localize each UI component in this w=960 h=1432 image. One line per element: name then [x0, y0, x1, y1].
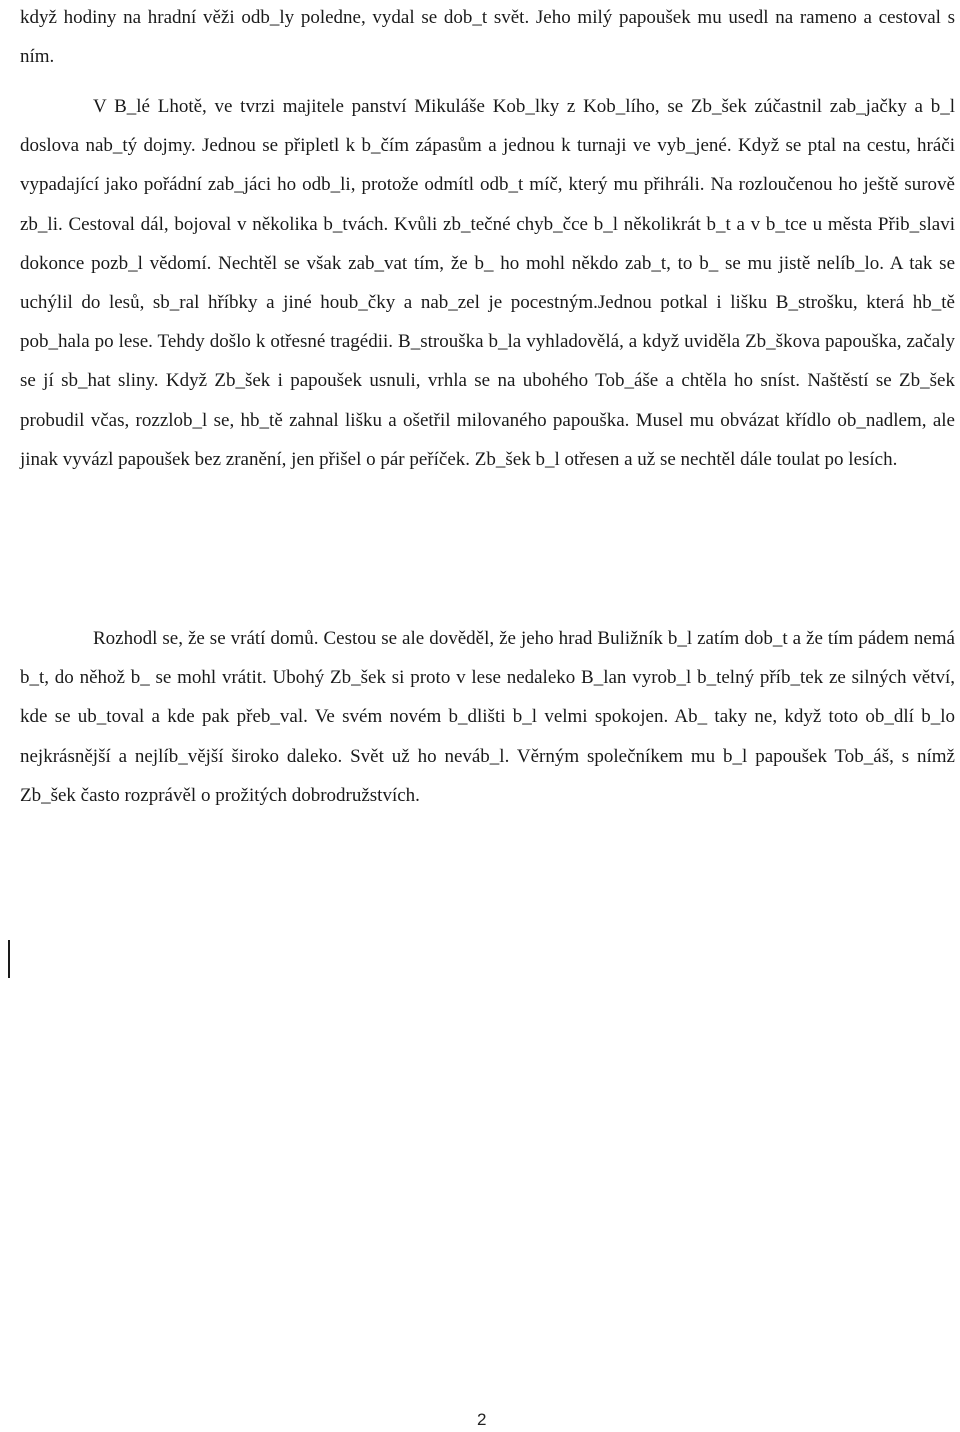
page-number: 2	[477, 1410, 487, 1429]
paragraph-1: když hodiny na hradní věži odb_ly poledne, vydal se dob_t svět. Jeho milý papoušek mu usedl na rameno a cestoval s ním.	[20, 7, 955, 68]
paragraph-2: V B_lé Lhotě, ve tvrzi majitele panství Mikuláše Kob_lky z Kob_lího, se Zb_šek zúčastnil zab_jačky a b_l doslova nab_tý dojmy. Jednou se připletl k b_čím zápasům a jednou k turnaji ve vyb_jené. Když se ptal na cestu, hráči vypadající jako pořádní zab_jáci ho odb_li, protože odmítl odb_t míč, který mu přihráli. Na rozloučenou ho ještě surově zb_li. Cestoval dál, bojoval v několika b_tvách. Kvůli zb_tečné chyb_čce b_l několikrát b_t a v b_tce u města Přib_slavi dokonce pozb_l vědomí. Nechtěl se však zab_vat tím, že b_ ho mohl někdo zab_t, to b_ se mu jistě nelíb_lo. A tak se uchýlil do lesů, sb_ral hříbky a jiné houb_čky a nab_zel je pocestným.Jednou potkal i lišku B_strošku, která hb_tě pob_hala po lese. Tehdy došlo k otřesné tragédii. B_strouška b_la vyhladovělá, a když uviděla Zb_škova papouška, začaly se jí sb_hat sliny. Když Zb_šek i papoušek usnuli, vrhla se na ubohého Tob_áše a chtěla ho sníst. Naštěstí se Zb_šek probudil včas, rozzlob_l se, hb_tě zahnal lišku a ošetřil milovaného papouška. Musel mu obvázat křídlo ob_nadlem, ale jinak vyvázl papoušek bez zranění, jen přišel o pár peříček. Zb_šek b_l otřesen a už se nechtěl dále toulat po lesích.	[20, 96, 955, 470]
text-cursor	[8, 940, 10, 978]
paragraph-3: Rozhodl se, že se vrátí domů. Cestou se ale dověděl, že jeho hrad Buližník b_l zatím dob_t a že tím pádem nemá b_t, do něhož b_ se mohl vrátit. Ubohý Zb_šek si proto v lese nedaleko B_lan vyrob_l b_telný příb_tek ze silných větví, kde se ub_toval a kde pak přeb_val. Ve svém novém b_dlišti b_l velmi spokojen. Ab_ taky ne, když toto ob_dlí b_lo nejkrásnější a nejlíb_vější široko daleko. Svět už ho neváb_l. Věrným společníkem mu b_l papoušek Tob_áš, s nímž Zb_šek často rozprávěl o prožitých dobrodružstvích.	[20, 628, 955, 806]
